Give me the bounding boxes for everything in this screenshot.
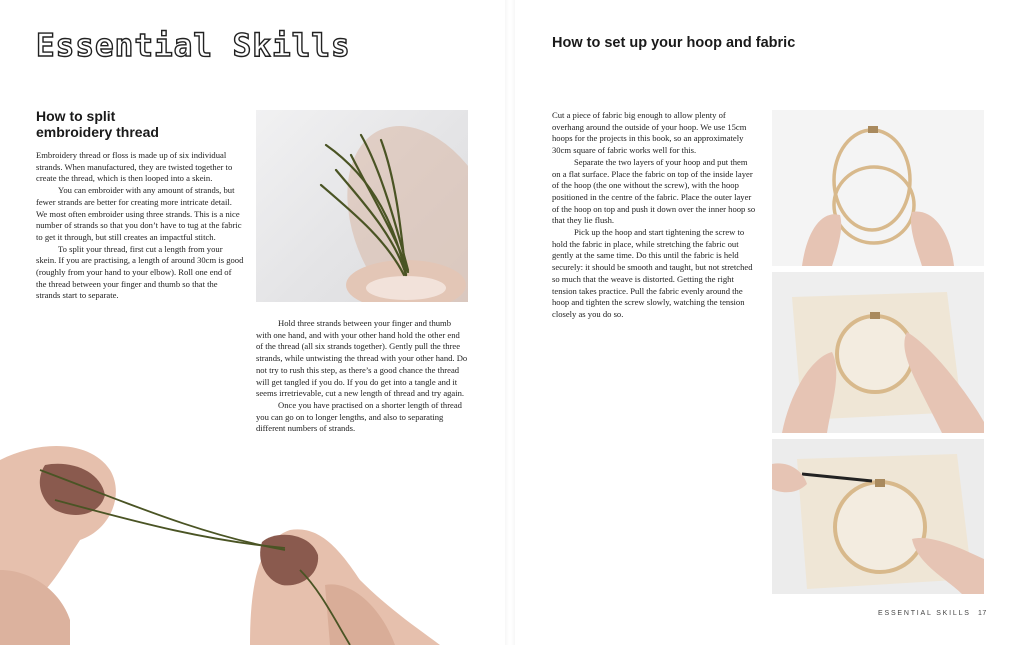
hoop-setup-heading: How to set up your hoop and fabric [552, 35, 796, 51]
fabric-in-hoop-photo [772, 272, 984, 433]
thread-closeup-illustration [256, 110, 468, 302]
split-thread-column-2 [256, 318, 468, 435]
thread-closeup-photo [256, 110, 468, 302]
split-heading-line2: embroidery thread [36, 124, 159, 140]
running-footer-label: ESSENTIAL SKILLS [878, 610, 971, 617]
body-paragraph: Cut a piece of fabric big enough to allow plenty of overhang around the outside of your hoop. We use 15cm hoops for the projects in this book, so an approximately 30cm square of fabric works well for this. [552, 110, 747, 156]
body-paragraph: To split your thread, first cut a length from your skein. If you are practising, a length of around 30cm is good (roughly from your hand to your elbow). Roll one end of the thread between your finger and thumb so that the strands start to separate. [36, 243, 244, 301]
fabric-in-hoop-illustration [772, 272, 984, 433]
tightening-screw-photo [772, 439, 984, 594]
chapter-title: Essential Skills [36, 28, 351, 64]
body-paragraph: Pick up the hoop and start tightening the screw to hold the fabric in place, while stretching the fabric out gently at the same time. Do this until the fabric is held securely: it should be smooth and taught, but not stretched so much that the weave is distorted. Getting the right tension takes practice. Pull the fabric evenly around the hoop and tighten the screw slowly, watching the tension closely as you do so. [552, 227, 753, 319]
separated-hoops-illustration [772, 110, 984, 266]
hands-splitting-thread-photo [0, 420, 440, 645]
body-paragraph: You can embroider with any amount of strands, but fewer strands are better for creating more intricate detail. We most often embroider using three strands. This is a nice number of strands so that you don’t have to tug at the fabric to get it through, but still creates an impactful stitch. [36, 185, 242, 242]
hoop-setup-text [552, 110, 758, 321]
separated-hoops-photo [772, 110, 984, 266]
tightening-screw-illustration [772, 439, 984, 594]
body-paragraph: Hold three strands between your finger and thumb with one hand, and with your other hand hold the other end of the thread (all six strands together). Gently pull the three strands, while untwisting the thread with your other hand. Do not try to rush this step, as there’s a good chance the thread will get tangled if you do. If you do get into a tangle and it seems irretrievable, cut a new length of thread and try again. [256, 318, 468, 399]
split-thread-heading [36, 108, 236, 140]
split-heading-line1: How to split [36, 108, 116, 124]
page-number: 17 [978, 610, 987, 617]
body-paragraph: Embroidery thread or floss is made up of six individual strands. When manufactured, they are twisted together to create the thread, which is then looped into a skein. [36, 150, 233, 184]
body-paragraph: Once you have practised on a shorter length of thread you can go on to longer lengths, and also to separating different numbers of strands. [256, 399, 462, 434]
split-thread-column-1 [36, 150, 244, 302]
hands-illustration [0, 420, 440, 645]
right-page [510, 0, 1020, 645]
body-paragraph: Separate the two layers of your hoop and put them on a flat surface. Place the fabric on top of the inside layer of the hoop (the one without the screw), with the hoop positioned in the centre of the fabric. Place the outer layer of the hoop on top and push it down over the inner hoop so that they lie flush. [552, 156, 756, 226]
